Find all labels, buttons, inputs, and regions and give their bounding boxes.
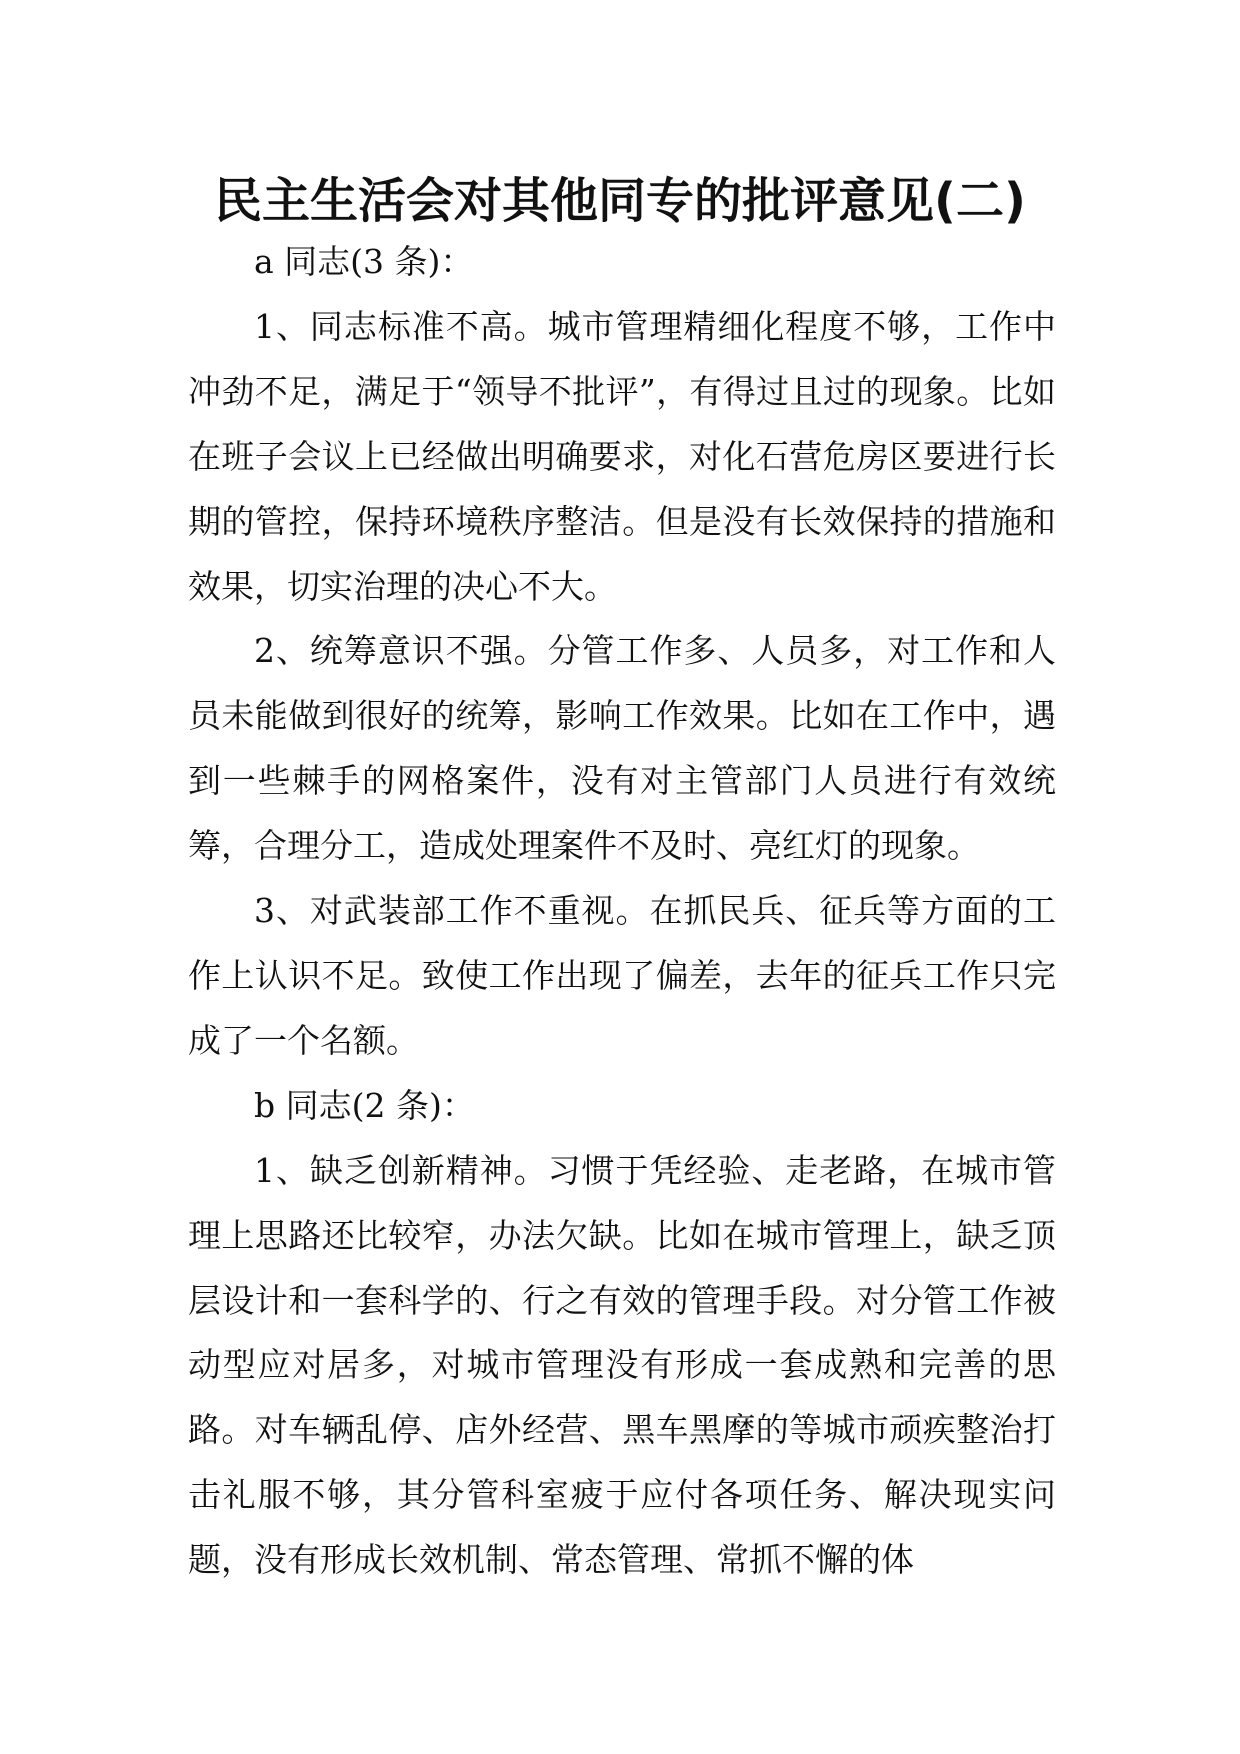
document-title: 民主生活会对其他同专的批评意见(二) — [214, 173, 1026, 229]
paragraph: 1、缺乏创新精神。习惯于凭经验、走老路，在城市管理上思路还比较窄，办法欠缺。比如在城市管理上，缺乏顶层设计和一套科学的、行之有效的管理手段。对分管工作被动型应对居多，对城市管理没有形成一套成熟和完善的思路。对车辆乱停、店外经营、黑车黑摩的等城市顽疾整治打击礼服不够，其分管科室疲于应付各项任务、解决现实问题，没有形成长效机制、常态管理、常抓不懈的体 — [188, 1150, 1056, 1580]
paragraph: 3、对武装部工作不重视。在抓民兵、征兵等方面的工作上认识不足。致使工作出现了偏差，去年的征兵工作只完成了一个名额。 — [188, 891, 1056, 1060]
paragraph: 2、统筹意识不强。分管工作多、人员多，对工作和人员未能做到很好的统筹，影响工作效果。比如在工作中，遇到一些棘手的网格案件，没有对主管部门人员进行有效统筹，合理分工，造成处理案件不及时、亮红灯的现象。 — [188, 631, 1056, 866]
section-heading-b: b 同志(2 条)： — [254, 1085, 475, 1125]
document-body — [188, 230, 1056, 1593]
section-heading-a: a 同志(3 条)： — [254, 242, 474, 281]
paragraph: 1、同志标准不高。城市管理精细化程度不够，工作中冲劲不足，满足于“领导不批评”，有得过且过的现象。比如在班子会议上已经做出明确要求，对化石营危房区要进行长期的管控，保持环境秩序整洁。但是没有长效保持的措施和效果，切实治理的决心不大。 — [188, 306, 1056, 606]
